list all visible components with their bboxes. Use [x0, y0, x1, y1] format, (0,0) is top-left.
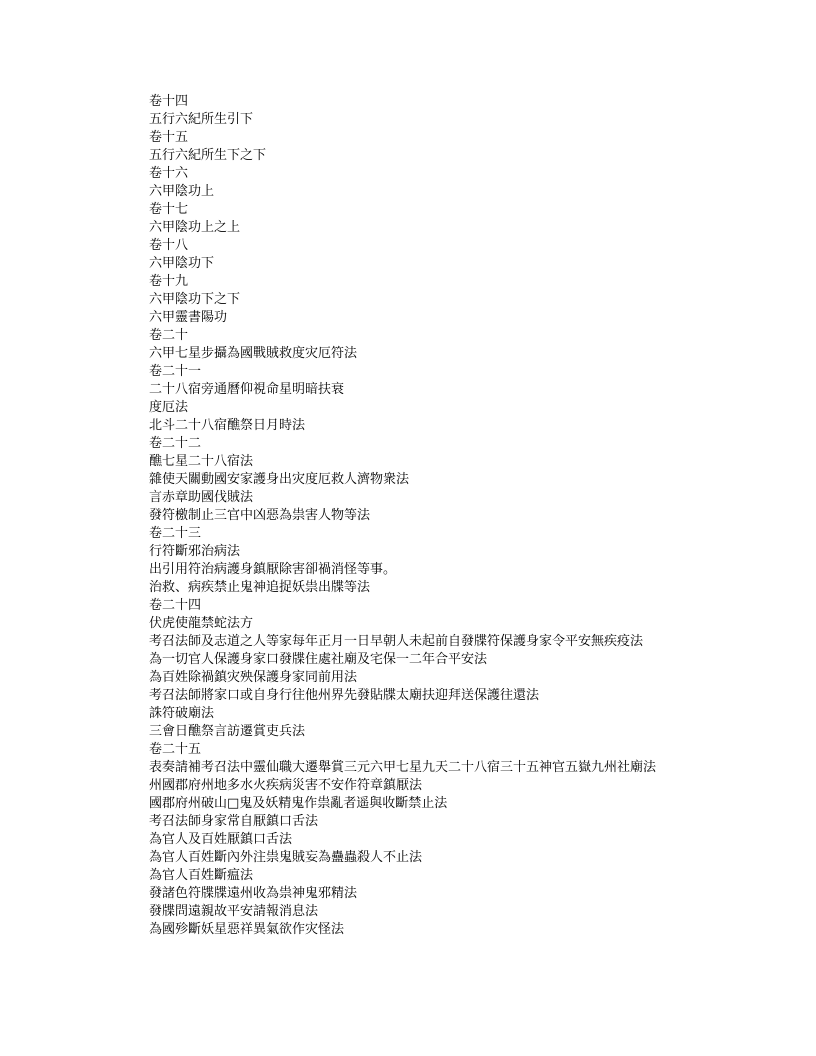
entry-line: 言赤章助國伐賊法 — [149, 490, 254, 505]
entry-line: 治救、病疾禁止鬼神追捉妖祟出牒等法 — [149, 580, 371, 595]
entry-line: 度厄法 — [149, 400, 189, 415]
entry-line: 表奏請補考召法中靈仙職大遷舉賞三元六甲七星九天二十八宿三十五神官五嶽九州社廟法 — [149, 760, 657, 775]
entry-line: 醮七星二十八宿法 — [149, 454, 254, 469]
entry-line: 六甲陰功下之下 — [149, 292, 241, 307]
juan-heading: 卷十四 — [149, 94, 189, 109]
juan-heading: 卷二十 — [149, 328, 189, 343]
entry-line: 六甲陰功上 — [149, 184, 215, 199]
entry-line: 發諸色符牒牒遠州收為祟神鬼邪精法 — [149, 886, 358, 901]
entry-line: 六甲陰功上之上 — [149, 220, 241, 235]
juan-heading: 卷二十三 — [149, 526, 202, 541]
juan-heading: 卷十五 — [149, 130, 189, 145]
juan-heading: 卷十九 — [149, 274, 189, 289]
entry-line: 考召法師身家常自厭鎮口舌法 — [149, 814, 319, 829]
entry-line: 為官人百姓斷內外注祟鬼賊妄為蠱蟲殺人不止法 — [149, 850, 423, 865]
entry-line: 出引用符治病護身鎮厭除害卻禍消怪等事。 — [149, 562, 397, 577]
entry-line: 六甲靈書陽功 — [149, 310, 228, 325]
entry-line: 誅符破廟法 — [149, 706, 215, 721]
entry-line: 五行六紀所生下之下 — [149, 148, 267, 163]
juan-heading: 卷十七 — [149, 202, 189, 217]
juan-heading: 卷二十一 — [149, 364, 202, 379]
entry-line: 伏虎使龍禁蛇法方 — [149, 616, 254, 631]
entry-line: 二十八宿旁通曆仰視命星明暗扶衰 — [149, 382, 345, 397]
juan-heading: 卷二十四 — [149, 598, 202, 613]
entry-line: 六甲七星步攝為國戰賊救度灾厄符法 — [149, 346, 358, 361]
entry-line: 國郡府州破山□鬼及妖精鬼作祟亂者遥與收斷禁止法 — [149, 796, 448, 811]
entry-line: 為官人百姓斷瘟法 — [149, 868, 254, 883]
entry-line: 雜使天關動國安家護身出灾度厄救人濟物衆法 — [149, 472, 410, 487]
juan-heading: 卷二十五 — [149, 742, 202, 757]
entry-line: 為國殄斷妖星惡祥異氣欲作灾怪法 — [149, 922, 345, 937]
entry-line: 考召法師及志道之人等家每年正月一日早朝人未起前自發牒符保護身家令平安無疾疫法 — [149, 634, 644, 649]
document-page — [149, 93, 769, 939]
entry-line: 行符斷邪治病法 — [149, 544, 241, 559]
entry-line: 發符檄制止三官中凶惡為祟害人物等法 — [149, 508, 371, 523]
entry-line: 為官人及百姓厭鎮口舌法 — [149, 832, 293, 847]
juan-heading: 卷二十二 — [149, 436, 202, 451]
entry-line: 北斗二十八宿醮祭日月時法 — [149, 418, 306, 433]
entry-line: 發牒問遠親故平安請報消息法 — [149, 904, 319, 919]
entry-line: 六甲陰功下 — [149, 256, 215, 271]
juan-heading: 卷十八 — [149, 238, 189, 253]
entry-line: 為一切官人保護身家口發牒住處社廟及宅保一二年合平安法 — [149, 652, 488, 667]
entry-line: 五行六紀所生引下 — [149, 112, 254, 127]
entry-line: 州國郡府州地多水火疾病災害不安作符章鎮厭法 — [149, 778, 423, 793]
entry-line: 為百姓除禍鎮灾殃保護身家同前用法 — [149, 670, 358, 685]
juan-heading: 卷十六 — [149, 166, 189, 181]
entry-line: 考召法師將家口或自身行往他州界先發貼牒太廟扶迎拜送保護往還法 — [149, 688, 540, 703]
entry-line: 三會日醮祭言訪遷賞吏兵法 — [149, 724, 306, 739]
